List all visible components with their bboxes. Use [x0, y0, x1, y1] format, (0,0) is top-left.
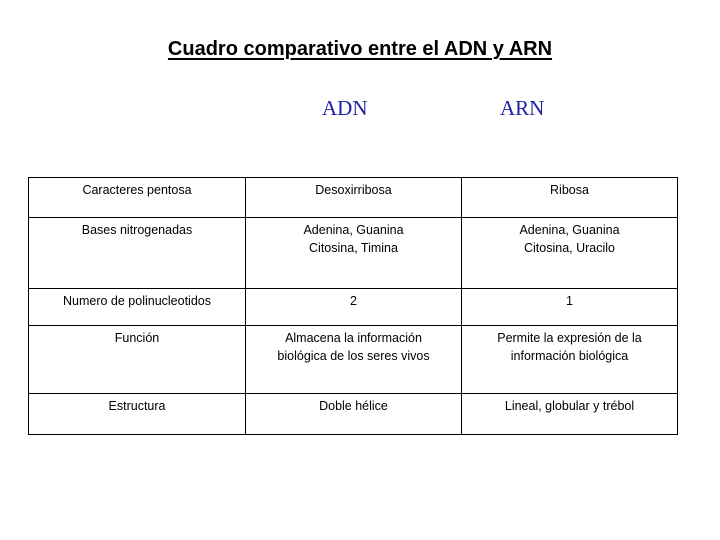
adn-cell: Almacena la información biológica de los seres vivos	[246, 326, 462, 394]
table-row-funcion	[29, 326, 678, 394]
page-title: Cuadro comparativo entre el ADN y ARN	[167, 38, 553, 60]
adn-cell: Desoxirribosa	[246, 178, 462, 218]
adn-column-heading: ADN	[322, 96, 368, 120]
row-label: Numero de polinucleotidos	[29, 289, 246, 326]
table-row-bases	[29, 218, 678, 289]
comparison-table	[28, 177, 678, 435]
arn-cell: Permite la expresión de la información biológica	[462, 326, 678, 394]
row-label: Función	[29, 326, 246, 394]
adn-cell: Adenina, Guanina Citosina, Timina	[246, 218, 462, 289]
row-label: Bases nitrogenadas	[29, 218, 246, 289]
table-row-polinucleotidos	[29, 289, 678, 326]
arn-cell: Adenina, Guanina Citosina, Uracilo	[462, 218, 678, 289]
row-label: Estructura	[29, 394, 246, 435]
arn-cell: 1	[462, 289, 678, 326]
row-label: Caracteres pentosa	[29, 178, 246, 218]
arn-cell: Ribosa	[462, 178, 678, 218]
table-row-pentosa	[29, 178, 678, 218]
table-row-estructura	[29, 394, 678, 435]
arn-cell: Lineal, globular y trébol	[462, 394, 678, 435]
arn-column-heading: ARN	[500, 96, 545, 120]
adn-cell: Doble hélice	[246, 394, 462, 435]
adn-cell: 2	[246, 289, 462, 326]
